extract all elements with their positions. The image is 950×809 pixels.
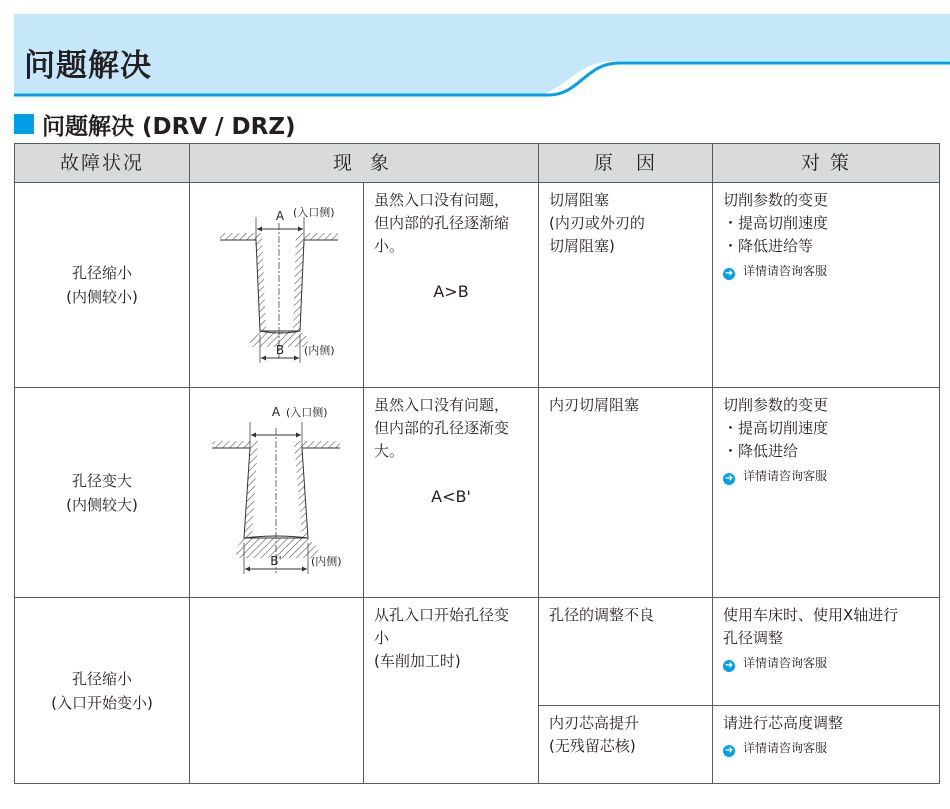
troubleshooting-table (14, 143, 940, 784)
contact-label: 详情请咨询客服 (743, 264, 828, 278)
measure-line: 孔径调整 (723, 629, 784, 647)
measure-line: 切削参数的变更 (723, 396, 829, 414)
arrow-circle-icon: ➜ (724, 268, 734, 279)
phenomenon-line: 但内部的孔径逐渐缩 (374, 214, 510, 232)
status-cell (15, 183, 190, 388)
column-header-measure: 对 策 (713, 144, 940, 183)
diagram-note-entrance: (入口侧) (286, 406, 328, 419)
diagram-note-entrance: (入口侧) (293, 206, 335, 219)
diagram-note-inside: (内侧) (304, 344, 335, 357)
cause-cell (539, 183, 713, 388)
cause-line: 内刃切屑阻塞 (549, 396, 640, 414)
status-cell (15, 388, 190, 598)
phenomenon-cell (364, 183, 539, 388)
contact-link[interactable] (723, 468, 929, 485)
status-line: 孔径变大 (71, 471, 132, 490)
diagram-label-b: B (275, 343, 285, 357)
phenomenon-cell (364, 388, 539, 598)
table-row (15, 183, 940, 388)
page-title: 问题解决 (24, 48, 152, 84)
measure-cell (713, 706, 940, 784)
phenomenon-cell (364, 598, 539, 784)
header-band (14, 14, 950, 98)
phenomenon-line: 但内部的孔径逐渐变 (374, 419, 510, 437)
cause-line: 切屑阻塞 (549, 191, 610, 209)
cause-line: (无残留芯核) (549, 737, 636, 755)
column-header-phenomenon: 现 象 (190, 144, 539, 183)
cause-line: 孔径的调整不良 (549, 606, 655, 624)
cause-cell (539, 598, 713, 706)
status-line: (入口开始变小) (51, 693, 153, 712)
measure-line: ・提高切削速度 (723, 419, 829, 437)
measure-line: ・降低进给等 (723, 237, 814, 255)
diagram-label-a: A (271, 405, 281, 419)
contact-link[interactable] (723, 263, 929, 280)
diagram-label-a: A (275, 209, 285, 223)
phenomenon-line: 从孔入口开始孔径变 (374, 606, 510, 624)
size-formula: A<B' (431, 487, 471, 506)
contact-link[interactable] (723, 740, 929, 757)
table-header-row (15, 144, 940, 183)
status-line: 孔径缩小 (71, 264, 132, 282)
arrow-circle-icon: ➜ (724, 745, 734, 756)
measure-cell (713, 388, 940, 598)
section-title: 问题解决 (DRV / DRZ) (42, 114, 296, 140)
phenomenon-line: (车削加工时) (374, 652, 461, 670)
diagram-cell (190, 183, 364, 388)
status-cell (15, 598, 190, 784)
hole-enlarge-diagram (190, 388, 364, 593)
arrow-circle-icon: ➜ (724, 473, 734, 484)
phenomenon-line: 大。 (374, 442, 405, 460)
status-line: (内侧较大) (66, 495, 138, 514)
contact-link[interactable] (723, 655, 929, 672)
measure-cell (713, 183, 940, 388)
column-header-cause: 原 因 (539, 144, 713, 183)
contact-label: 详情请咨询客服 (743, 656, 828, 670)
cause-line: 内刃芯高提升 (549, 714, 640, 732)
phenomenon-line: 虽然入口没有问题， (374, 396, 510, 414)
phenomenon-line: 小 (374, 629, 390, 647)
column-header-status: 故障状况 (15, 144, 190, 183)
status-line: (内侧较小) (66, 288, 138, 306)
diagram-cell-empty (190, 598, 364, 784)
table-row (15, 598, 940, 706)
cause-line: (内刃或外刃的 (549, 214, 645, 232)
measure-line: 请进行芯高度调整 (723, 714, 844, 732)
phenomenon-line: 小。 (374, 237, 405, 255)
contact-label: 详情请咨询客服 (743, 741, 828, 755)
measure-line: ・提高切削速度 (723, 214, 829, 232)
measure-cell (713, 598, 940, 706)
status-line: 孔径缩小 (71, 669, 132, 688)
diagram-label-b-prime: B' (270, 554, 282, 568)
phenomenon-line: 虽然入口没有问题， (374, 191, 510, 209)
page-header (14, 14, 950, 98)
measure-line: ・降低进给 (723, 442, 799, 460)
measure-line: 切削参数的变更 (723, 191, 829, 209)
diagram-cell (190, 388, 364, 598)
size-formula: A>B (433, 282, 469, 301)
cause-cell (539, 388, 713, 598)
cause-line: 切屑阻塞) (549, 237, 615, 255)
hole-shrink-diagram (190, 183, 364, 383)
diagram-note-inside: (内侧) (311, 555, 342, 568)
arrow-circle-icon: ➜ (724, 660, 734, 671)
section-marker-icon (14, 114, 34, 134)
table-row (15, 388, 940, 598)
contact-label: 详情请咨询客服 (743, 469, 828, 483)
cause-cell (539, 706, 713, 784)
measure-line: 使用车床时、使用X轴进行 (723, 606, 899, 624)
